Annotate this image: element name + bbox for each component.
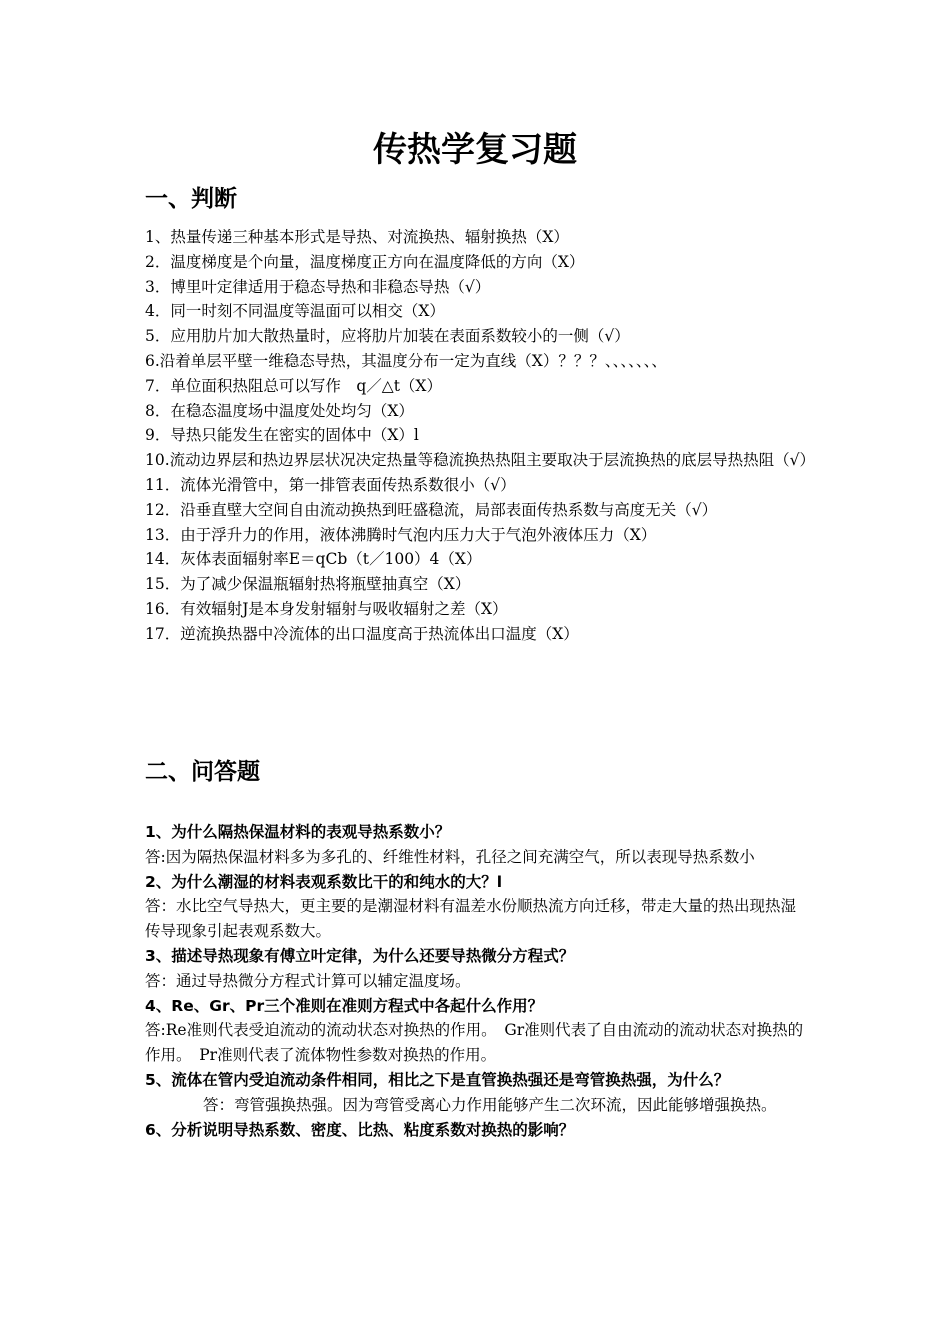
judgement-item: 14．灰体表面辐射率E＝qCb（t／100）4（X） xyxy=(145,550,482,569)
judgement-item: 7．单位面积热阻总可以写作 q／△t（X） xyxy=(145,376,442,395)
question-text: 2、为什么潮湿的材料表观系数比干的和纯水的大？l xyxy=(145,872,503,891)
answer-text: 答:Re准则代表受迫流动的流动状态对换热的作用。 Gr准则代表了自由流动的流动状态对换热的作用。 Pr准则代表了流体物性参数对换热的作用。 xyxy=(145,1021,804,1065)
question-text: 3、描述导热现象有傅立叶定律，为什么还要导热微分方程式？ xyxy=(145,946,575,965)
judgement-item: 15．为了减少保温瓶辐射热将瓶壁抽真空（X） xyxy=(145,575,471,594)
judgement-item: 9．导热只能发生在密实的固体中（X）l xyxy=(145,426,419,445)
question-text: 1、为什么隔热保温材料的表观导热系数小？ xyxy=(145,823,451,841)
judgement-item: 2．温度梯度是个向量，温度梯度正方向在温度降低的方向（X） xyxy=(145,252,585,271)
judgement-item: 17．逆流换热器中冷流体的出口温度高于热流体出口温度（X） xyxy=(145,624,579,643)
judgement-item: 12．沿垂直壁大空间自由流动换热到旺盛稳流，局部表面传热系数与高度无关（√） xyxy=(145,500,718,519)
judgement-item: 5．应用肋片加大散热量时，应将肋片加装在表面系数较小的一侧（√） xyxy=(145,327,630,346)
judgement-item: 3．博里叶定律适用于稳态导热和非稳态导热（√） xyxy=(145,277,491,296)
judgement-item: 1、热量传递三种基本形式是导热、对流换热、辐射换热（X） xyxy=(145,228,569,246)
section-heading-qa: 二、问答题 xyxy=(145,759,260,785)
section-heading-judgement: 一、判断 xyxy=(145,186,237,212)
judgement-item: 16．有效辐射J是本身发射辐射与吸收辐射之差（X） xyxy=(145,599,508,618)
answer-text: 答：通过导热微分方程式计算可以辅定温度场。 xyxy=(145,971,471,990)
answer-text: 答：水比空气导热大，更主要的是潮湿材料有温差水份顺热流方向迁移，带走大量的热出现热湿传导现象引起表观系数大。 xyxy=(145,897,797,941)
judgement-item: 8．在稳态温度场中温度处处均匀（X） xyxy=(145,401,414,420)
answer-text: 答:因为隔热保温材料多为多孔的、纤维性材料，孔径之间充满空气，所以表现导热系数小 xyxy=(145,847,755,866)
question-text: 5、流体在管内受迫流动条件相同，相比之下是直管换热强还是弯管换热强，为什么？ xyxy=(145,1070,730,1089)
judgement-list xyxy=(145,225,816,647)
document-title: 传热学复习题 xyxy=(373,130,577,170)
judgement-item: 10.流动边界层和热边界层状况决定热量等稳流换热热阻主要取决于层流换热的底层导热热阻（√） xyxy=(145,451,816,470)
question-text: 6、分析说明导热系数、密度、比热、粘度系数对换热的影响？ xyxy=(145,1120,575,1139)
judgement-item: 6.沿着单层平壁一维稳态导热，其温度分布一定为直线（X）？？？、、、、、、、 xyxy=(145,351,667,370)
judgement-item: 11．流体光滑管中，第一排管表面传热系数很小（√） xyxy=(145,475,516,494)
judgement-item: 13．由于浮升力的作用，液体沸腾时气泡内压力大于气泡外液体压力（X） xyxy=(145,525,657,544)
judgement-item: 4．同一时刻不同温度等温面可以相交（X） xyxy=(145,302,445,321)
qa-list xyxy=(145,820,810,1142)
answer-text: 答：弯管强换热强。因为弯管受离心力作用能够产生二次环流，因此能够增强换热。 xyxy=(203,1095,777,1114)
question-text: 4、Re、Gr、Pr三个准则在准则方程式中各起什么作用？ xyxy=(145,996,544,1015)
